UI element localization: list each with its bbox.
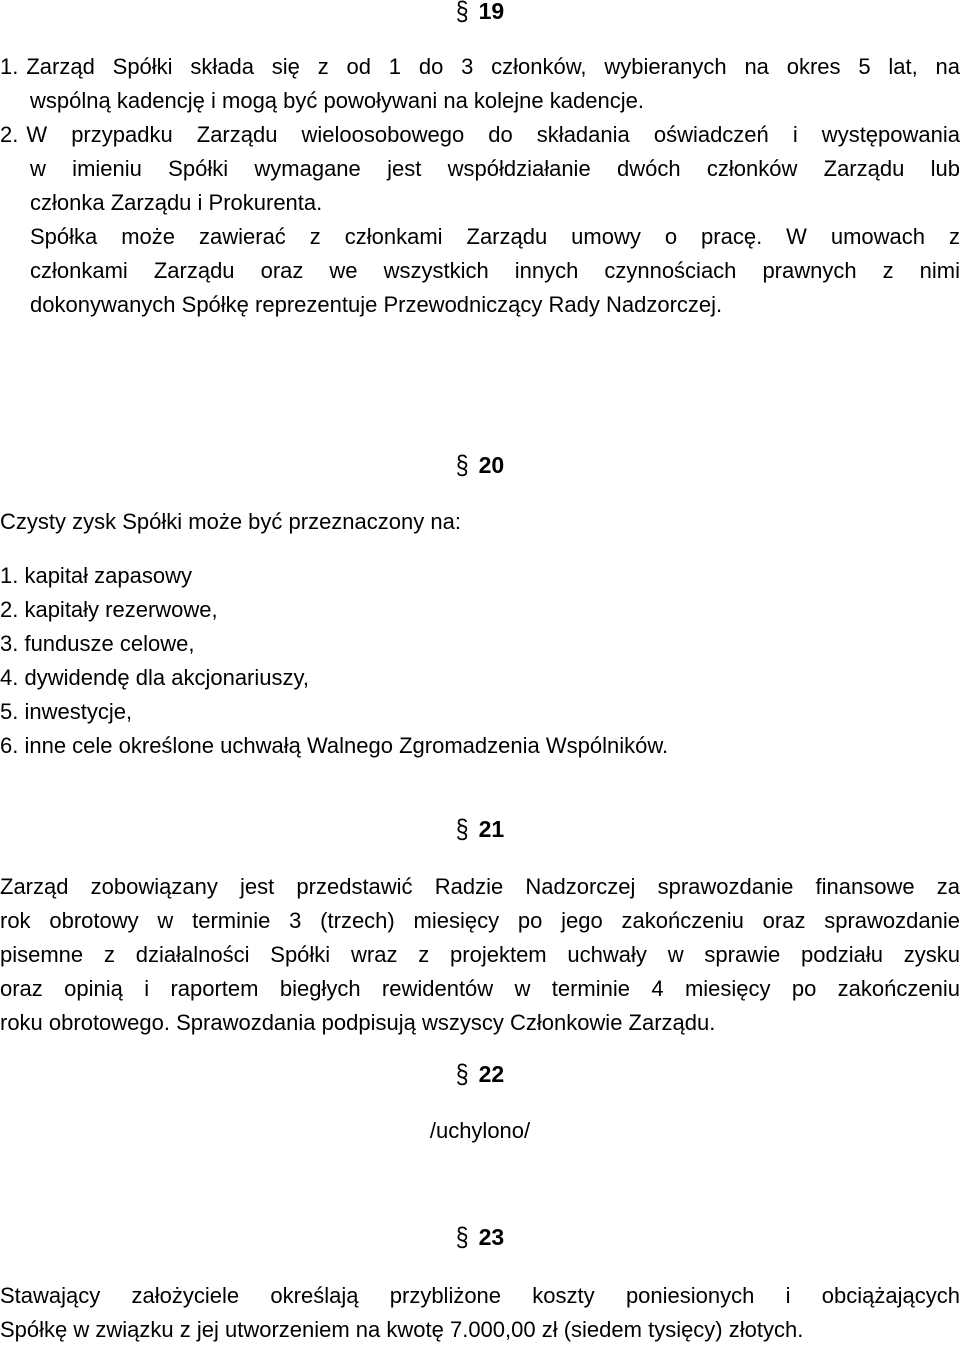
section-number: 19 — [478, 0, 505, 24]
list-item: 4. dywidendę dla akcjonariuszy, — [0, 665, 309, 690]
section-19-heading — [0, 0, 960, 25]
section-19-body — [0, 50, 960, 322]
list-item: 5. inwestycje, — [0, 699, 133, 724]
paragraph-line: rok obrotowy w terminie 3 (trzech) miesięcy po jego zakończeniu oraz sprawozdanie — [0, 908, 960, 933]
section-23-heading — [0, 1221, 960, 1252]
section-mark: § — [455, 1058, 469, 1089]
section-number: 22 — [478, 1061, 505, 1087]
paragraph-line: 1. Zarząd Spółki składa się z od 1 do 3 członków, wybieranych na okres 5 lat, na — [0, 54, 960, 79]
paragraph-line: członkami Zarządu oraz we wszystkich innych czynnościach prawnych z nimi — [30, 258, 960, 283]
paragraph-line: członka Zarządu i Prokurenta. — [30, 190, 323, 215]
list-item: 6. inne cele określone uchwałą Walnego Zgromadzenia Wspólników. — [0, 733, 669, 758]
paragraph-line: Stawający założyciele określają przybliżone koszty poniesionych i obciążających — [0, 1283, 960, 1308]
paragraph-line: 2. W przypadku Zarządu wieloosobowego do składania oświadczeń i występowania — [0, 122, 960, 147]
paragraph-line: w imieniu Spółki wymagane jest współdziałanie dwóch członków Zarządu lub — [30, 156, 960, 181]
paragraph-line: Czysty zysk Spółki może być przeznaczony na: — [0, 509, 461, 534]
section-20-heading — [0, 449, 960, 480]
section-21-body — [0, 870, 960, 1040]
section-20-list — [0, 559, 960, 763]
paragraph-line: Spółkę w związku z jej utworzeniem na kwotę 7.000,00 zł (siedem tysięcy) złotych. — [0, 1317, 804, 1342]
list-item: 3. fundusze celowe, — [0, 631, 195, 656]
section-mark: § — [455, 813, 469, 844]
section-number: 20 — [478, 452, 505, 478]
section-mark: § — [455, 449, 469, 480]
section-23-body — [0, 1279, 960, 1347]
paragraph-line: roku obrotowego. Sprawozdania podpisują wszyscy Członkowie Zarządu. — [0, 1010, 716, 1035]
section-number: 21 — [478, 816, 505, 842]
section-21-heading — [0, 813, 960, 844]
paragraph-line: Zarząd zobowiązany jest przedstawić Radzie Nadzorczej sprawozdanie finansowe za — [0, 874, 960, 899]
paragraph-line: dokonywanych Spółkę reprezentuje Przewodniczący Rady Nadzorczej. — [30, 292, 723, 317]
list-item: 1. kapitał zapasowy — [0, 563, 192, 588]
list-item: 2. kapitały rezerwowe, — [0, 597, 218, 622]
repealed-note: /uchylono/ — [429, 1118, 531, 1143]
paragraph-line: oraz opinią i raportem biegłych rewidentów w terminie 4 miesięcy po zakończeniu — [0, 976, 960, 1001]
section-22-heading — [0, 1058, 960, 1089]
paragraph-line: pisemne z działalności Spółki wraz z projektem uchwały w sprawie podziału zysku — [0, 942, 960, 967]
paragraph-line: wspólną kadencję i mogą być powoływani na kolejne kadencje. — [30, 88, 644, 113]
section-mark: § — [455, 0, 469, 26]
paragraph-line: Spółka może zawierać z członkami Zarządu umowy o pracę. W umowach z — [30, 224, 960, 249]
section-mark: § — [455, 1221, 469, 1252]
section-20-intro — [0, 505, 960, 539]
section-number: 23 — [478, 1224, 505, 1250]
